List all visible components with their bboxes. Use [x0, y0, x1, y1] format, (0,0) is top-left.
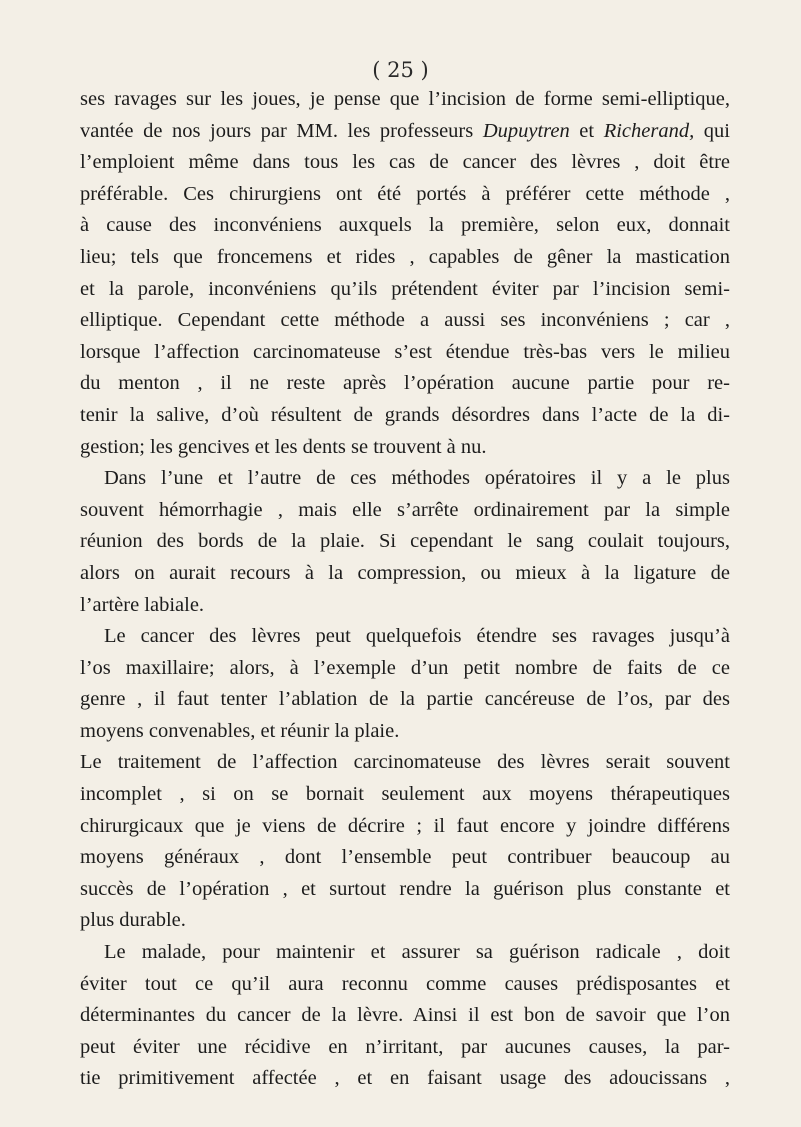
text-line: plus durable.: [80, 909, 186, 932]
text-line: ses ravages sur les joues, je pense que l’incision de forme semi-elliptique,: [80, 88, 730, 110]
text-line: [80, 116, 730, 148]
text-line: l’emploient même dans tous les cas de cancer des lèvres , doit être: [80, 151, 730, 174]
italic-name: Dupuytren: [482, 119, 570, 142]
text-line: éviter tout ce qu’il aura reconnu comme causes prédisposantes et: [80, 972, 730, 995]
text-line: moyens généraux , dont l’ensemble peut contribuer beaucoup au: [80, 846, 730, 869]
text-line: Le traitement de l’affection carcinomateuse des lèvres serait souvent: [80, 751, 730, 774]
text-line: réunion des bords de la plaie. Si cependant le sang coulait toujours,: [80, 530, 730, 553]
text-line: lieu; tels que froncemens et rides , capables de gêner la mastication: [80, 245, 730, 268]
text-line: succès de l’opération , et surtout rendre la guérison plus constante et: [80, 877, 730, 900]
text-line: à cause des inconvéniens auxquels la première, selon eux, donnait: [80, 214, 730, 237]
text-run: et: [569, 119, 604, 142]
text-line: l’os maxillaire; alors, à l’exemple d’un petit nombre de faits de ce: [80, 656, 730, 679]
text-line: souvent hémorrhagie , mais elle s’arrête ordinairement par la simple: [80, 498, 730, 521]
text-line: genre , il faut tenter l’ablation de la partie cancéreuse de l’os, par des: [80, 688, 730, 711]
text-line: gestion; les gencives et les dents se trouvent à nu.: [80, 435, 487, 458]
italic-name: Richerand,: [603, 119, 695, 142]
text-line: peut éviter une récidive en n’irritant, par aucunes causes, la par-: [80, 1035, 730, 1058]
text-line: Le malade, pour maintenir et assurer sa guérison radicale , doit: [104, 941, 730, 964]
text-run: qui: [694, 119, 730, 142]
text-line: lorsque l’affection carcinomateuse s’est étendue très-bas vers le milieu: [80, 340, 730, 363]
text-line: elliptique. Cependant cette méthode a aussi ses inconvéniens ; car ,: [80, 309, 730, 332]
page-number: ( 25 ): [372, 58, 429, 82]
text-run: vantée de nos jours par MM. les professeurs: [80, 119, 483, 142]
text-line: Le cancer des lèvres peut quelquefois étendre ses ravages jusqu’à: [104, 625, 730, 648]
text-line: tie primitivement affectée , et en faisant usage des adoucissans ,: [80, 1067, 730, 1090]
text-line: déterminantes du cancer de la lèvre. Ainsi il est bon de savoir que l’on: [80, 1004, 730, 1027]
text-line: l’artère labiale.: [80, 593, 205, 616]
body-text: [80, 84, 730, 1095]
text-line: chirurgicaux que je viens de décrire ; il faut encore y joindre différens: [80, 814, 730, 837]
text-line: tenir la salive, d’où résultent de grands désordres dans l’acte de la di-: [80, 403, 730, 426]
text-line: alors on aurait recours à la compression, ou mieux à la ligature de: [80, 561, 730, 584]
text-line: préférable. Ces chirurgiens ont été portés à préférer cette méthode ,: [80, 182, 730, 205]
text-line: incomplet , si on se bornait seulement aux moyens thérapeutiques: [80, 783, 730, 806]
text-line: Dans l’une et l’autre de ces méthodes opératoires il y a le plus: [104, 467, 730, 490]
text-line: du menton , il ne reste après l’opération aucune partie pour re-: [80, 372, 730, 395]
text-line: et la parole, inconvéniens qu’ils prétendent éviter par l’incision semi-: [80, 277, 730, 300]
text-line: moyens convenables, et réunir la plaie.: [80, 719, 400, 742]
